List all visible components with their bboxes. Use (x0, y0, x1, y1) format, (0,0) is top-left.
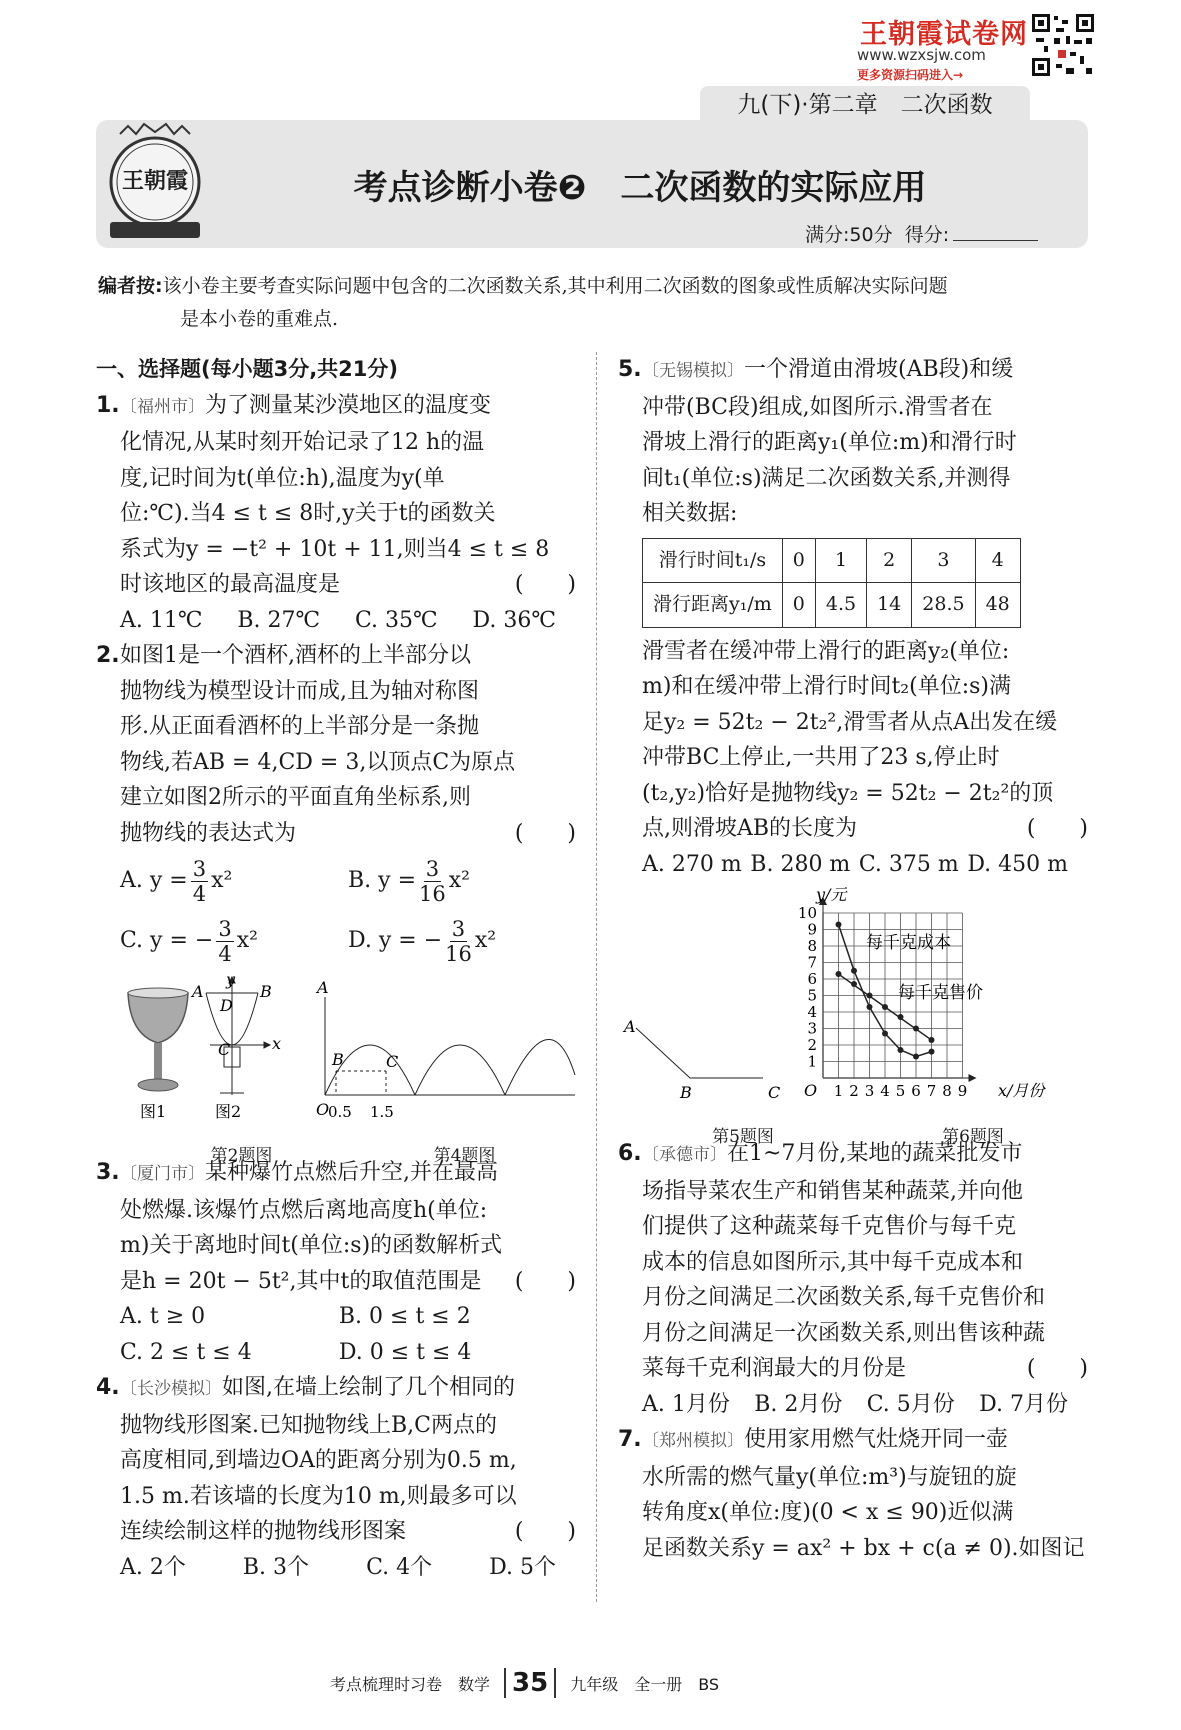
option-b[interactable]: B. 280 m (750, 851, 851, 877)
x-tick-label: 6 (911, 1082, 921, 1100)
svg-text:y: y (226, 975, 236, 989)
answer-paren[interactable]: ( ) (514, 820, 576, 846)
section-title: 一、选择题(每小题3分,共21分) (96, 357, 399, 381)
options (618, 1387, 1088, 1423)
option-c[interactable]: C. 35℃ (355, 607, 438, 633)
y-tick-label: 3 (807, 1019, 817, 1038)
answer-paren[interactable]: ( ) (514, 572, 576, 597)
options (96, 1299, 576, 1370)
cost-point (913, 1054, 919, 1060)
y-tick-label: 6 (807, 970, 817, 988)
options (618, 847, 1088, 883)
publisher-logo-icon (100, 122, 210, 247)
figures-2-4 (120, 975, 580, 1125)
note-line-2: 是本小卷的重难点. (180, 308, 339, 330)
column-divider (596, 352, 597, 1602)
legend-price: 每千克售价 (898, 983, 983, 1003)
y-tick-label: 4 (807, 1003, 817, 1021)
chart-x-label: x/月份 (998, 1081, 1045, 1100)
option-a[interactable]: A. 2个 (120, 1554, 186, 1580)
x-tick-label: 4 (880, 1082, 890, 1100)
svg-text:B: B (680, 1083, 692, 1102)
x-tick-label: 1 (833, 1082, 844, 1100)
x-tick-label: 5 (895, 1082, 906, 1100)
option-b[interactable]: B. 27℃ (237, 607, 321, 633)
svg-text:A: A (192, 982, 204, 1001)
svg-text:1.5: 1.5 (370, 1103, 394, 1121)
chart-y-label: y/元 (816, 886, 847, 904)
question-2: 2.如图1是一个酒杯,酒杯的上半部分以 抛物线为模型设计而成,且为轴对称图 形.从正面看酒杯的上半部分是一条抛 物线,若AB = 4,CD = 3,以顶点C为原点 建立如图2所示的平面直角坐标系,则 抛物线的表达式为 ( ) A. y = $\frac{3}{4}$ x² B. y = $\frac{3}{16}$ x² C. y = − $\frac{3}{4}$ x² D. y = − $\frac{3}{16}$ x² (96, 638, 576, 971)
cost-point (836, 922, 842, 928)
svg-text:0.5: 0.5 (328, 1103, 352, 1121)
brand-url[interactable]: www.wzxsjw.com (857, 46, 986, 64)
question-7: 7.〔郑州模拟〕使用家用燃气灶烧开同一壶 水所需的燃气量y(单位:m³)与旋钮的旋 转角度x(单位:度)(0 < x ≤ 90)近似满 足函数关系y = ax² + bx + c(a ≠ 0).如图记 (618, 1427, 1085, 1561)
y-tick-label: 9 (807, 920, 817, 939)
question-tag: 〔厦门市〕 (120, 1164, 205, 1184)
option-a[interactable]: A. 1月份 (642, 1391, 730, 1417)
chapter-tab: 九(下)·第二章 二次函数 (700, 86, 1030, 124)
option-d[interactable]: D. 450 m (967, 851, 1068, 877)
option-d[interactable]: D. 7月份 (979, 1391, 1068, 1417)
answer-paren[interactable]: ( ) (514, 1268, 576, 1294)
option-a[interactable]: A. 270 m (642, 851, 742, 877)
svg-text:C: C (768, 1083, 781, 1102)
brand-name: 王朝霞试卷网 (860, 19, 1028, 50)
option-a[interactable]: A. t ≥ 0 (120, 1304, 206, 1329)
question-tag: 〔郑州模拟〕 (642, 1431, 744, 1451)
score-line (805, 220, 1038, 247)
svg-text:C: C (386, 1052, 399, 1071)
price-point (836, 971, 842, 977)
question-tag: 〔长沙模拟〕 (120, 1379, 222, 1399)
options (96, 1550, 576, 1586)
question-tag: 〔承德市〕 (642, 1145, 727, 1165)
options (96, 851, 576, 971)
chart-origin: O (804, 1081, 818, 1100)
svg-text:x: x (272, 1034, 282, 1053)
data-table (642, 538, 1021, 628)
svg-text:图1: 图1 (140, 1102, 167, 1121)
cost-point (929, 1049, 935, 1055)
score-blank[interactable] (953, 240, 1038, 241)
table-row: 滑行距离y₁/m 0 4.5 14 28.5 48 (643, 583, 1021, 628)
options (96, 603, 576, 639)
answer-paren[interactable]: ( ) (514, 1519, 576, 1544)
answer-paren[interactable]: ( ) (1026, 816, 1088, 841)
page-footer (330, 1668, 930, 1698)
figures-5-6 (618, 886, 1088, 1106)
price-point (898, 1014, 904, 1020)
option-d[interactable]: D. 36℃ (472, 607, 556, 633)
fig-caption-6: 第6题图 (942, 1126, 1004, 1147)
page-title: 考点诊断小卷❷ 二次函数的实际应用 (353, 168, 927, 208)
svg-text:D: D (220, 996, 233, 1015)
x-tick-label: 2 (849, 1082, 859, 1100)
question-3: 3.〔厦门市〕某种爆竹点燃后升空,并在最高 处燃爆.该爆竹点燃后离地高度h(单位: m)关于离地时间t(单位:s)的函数解析式 是h = 20t − 5t²,其中t的取值范围是 ( ) A. t ≥ 0 B. 0 ≤ t ≤ 2 C. 2 ≤ t ≤ 4 D. 0 ≤ t ≤ 4 (96, 1155, 576, 1370)
page-number: 35 (504, 1668, 556, 1698)
option-b[interactable]: B. 2月份 (754, 1391, 843, 1417)
x-tick-label: 9 (957, 1082, 968, 1100)
option-c[interactable]: C. 2 ≤ t ≤ 4 (120, 1339, 252, 1365)
option-b[interactable]: B. 0 ≤ t ≤ 2 (338, 1304, 471, 1329)
option-a[interactable]: A. y = $\frac{3}{4}$ x² (120, 856, 233, 906)
option-b[interactable]: B. 3个 (242, 1554, 310, 1580)
qr-code-icon[interactable] (1030, 12, 1096, 78)
note-line-1: 该小卷主要考查实际问题中包含的二次函数关系,其中利用二次函数的图象或性质解决实际问题 (162, 275, 948, 297)
option-d[interactable]: D. 5个 (489, 1554, 556, 1580)
y-tick-label: 2 (807, 1036, 817, 1054)
price-point (867, 993, 873, 999)
option-d[interactable]: D. 0 ≤ t ≤ 4 (338, 1339, 472, 1365)
option-c[interactable]: C. 4个 (366, 1554, 433, 1580)
figure-row-left (96, 975, 576, 1166)
legend-cost: 每千克成本 (866, 933, 951, 953)
note-label: 编者按: (98, 275, 163, 297)
table-row: 滑行时间t₁/s 0 1 2 3 4 (643, 538, 1021, 583)
option-c[interactable]: C. 5月份 (866, 1391, 955, 1417)
y-tick-label: 7 (807, 953, 817, 972)
price-point (929, 1037, 935, 1043)
figure-row-right (618, 886, 1088, 1147)
cost-point (851, 968, 857, 974)
logo-text: 王朝霞 (121, 168, 189, 194)
question-4: 4.〔长沙模拟〕如图,在墙上绘制了几个相同的 抛物线形图案.已知抛物线上B,C两点的 高度相同,到墙边OA的距离分别为0.5 m, 1.5 m.若该墙的长度为10 m,则最多可以 连续绘制这样的抛物线形图案 ( ) A. 2个 B. 3个 C. 4个 D. 5个 (96, 1370, 576, 1585)
option-b[interactable]: B. y = $\frac{3}{16}$ x² (348, 856, 470, 906)
footer-left: 考点梳理时习卷 数学 (330, 1674, 491, 1694)
footer-right: 九年级 全一册 BS (570, 1674, 720, 1694)
full-score: 满分:50分 (805, 224, 893, 246)
option-d[interactable]: D. y = − $\frac{3}{16}$ x² (348, 916, 497, 966)
x-tick-label: 3 (864, 1082, 875, 1100)
cost-point (898, 1047, 904, 1053)
svg-text:O: O (316, 1100, 330, 1119)
svg-text:A: A (317, 978, 329, 997)
price-point (851, 981, 857, 987)
option-c[interactable]: C. y = − $\frac{3}{4}$ x² (120, 916, 258, 966)
right-column (618, 352, 1088, 1566)
score-label: 得分: (904, 224, 950, 246)
svg-text:图2: 图2 (215, 1102, 242, 1121)
fig-caption-5: 第5题图 (712, 1126, 774, 1147)
fig-caption-2: 第2题图 (210, 1145, 273, 1166)
price-point (913, 1026, 919, 1032)
option-c[interactable]: C. 375 m (858, 851, 959, 877)
cost-point (882, 1030, 888, 1036)
x-tick-label: 7 (926, 1082, 937, 1100)
svg-text:C: C (218, 1040, 231, 1059)
fig-caption-4: 第4题图 (433, 1145, 496, 1166)
question-tag: 〔无锡模拟〕 (642, 361, 744, 381)
y-tick-label: 10 (797, 904, 817, 922)
arches-figure-4 (325, 997, 575, 1095)
question-tag: 〔福州市〕 (120, 396, 205, 417)
question-5: 5.〔无锡模拟〕一个滑道由滑坡(AB段)和缓 冲带(BC段)组成,如图所示.滑雪者在 滑坡上滑行的距离y₁(单位:m)和滑行时 间t₁(单位:s)满足二次函数关系,并测得 相关数据: 滑行时间t₁/s 0 1 2 3 4 滑行距离y₁/m 0 4.5 14 28.5 48 滑雪者在缓冲带上滑行的距离y₂(单位: m)和在缓冲带上滑行时间t₂(单位:s)满 足y₂ = 52t₂ − 2t₂²,滑雪者从点A出发在缓 冲带BC上停止,一共用了23 s,停止时 (t₂,y₂)恰好是抛物线y₂ = 52t₂ − 2t₂²的顶 点,则滑坡AB的长度为 ( ) A. 270 m B. 280 m C. 375 m D. 450 m (618, 352, 1088, 882)
svg-text:A: A (624, 1017, 636, 1036)
goblet-figure (128, 988, 188, 1091)
answer-paren[interactable]: ( ) (1026, 1356, 1088, 1381)
y-tick-label: 5 (807, 986, 817, 1005)
price-point (882, 1004, 888, 1010)
svg-text:B: B (332, 1050, 344, 1069)
y-tick-label: 1 (807, 1052, 817, 1071)
svg-text:B: B (260, 982, 272, 1001)
question-1: 1.〔福州市〕为了测量某沙漠地区的温度变 化情况,从某时刻开始记录了12 h的温 度,记时间为t(单位:h),温度为y(单 位:℃).当4 ≤ t ≤ 8时,y关于t的函数关 系式为y = −t² + 10t + 11,则当4 ≤ t ≤ 8 时该地区的最高温度是 ( ) A. 11℃ B. 27℃ C. 35℃ D. 36℃ (96, 388, 576, 639)
left-column (96, 352, 576, 1585)
slope-figure-5 (636, 1028, 763, 1078)
x-tick-label: 8 (942, 1082, 952, 1100)
y-tick-label: 8 (807, 937, 817, 955)
question-6: 6.〔承德市〕在1~7月份,某地的蔬菜批发市 场指导菜农生产和销售某种蔬菜,并向他 们提供了这种蔬菜每千克售价与每千克 成本的信息如图所示,其中每千克成本和 月份之间满足二次函数关系,每千克售价和 月份之间满足一次函数关系,则出售该种蔬 菜每千克利润最大的月份是 ( ) A. 1月份 B. 2月份 C. 5月份 D. 7月份 (618, 1136, 1088, 1422)
option-a[interactable]: A. 11℃ (120, 607, 203, 633)
cost-point (867, 1004, 873, 1010)
brand-scan-text: 更多资源扫码进入→ (857, 68, 964, 82)
editor-note (98, 270, 1088, 336)
